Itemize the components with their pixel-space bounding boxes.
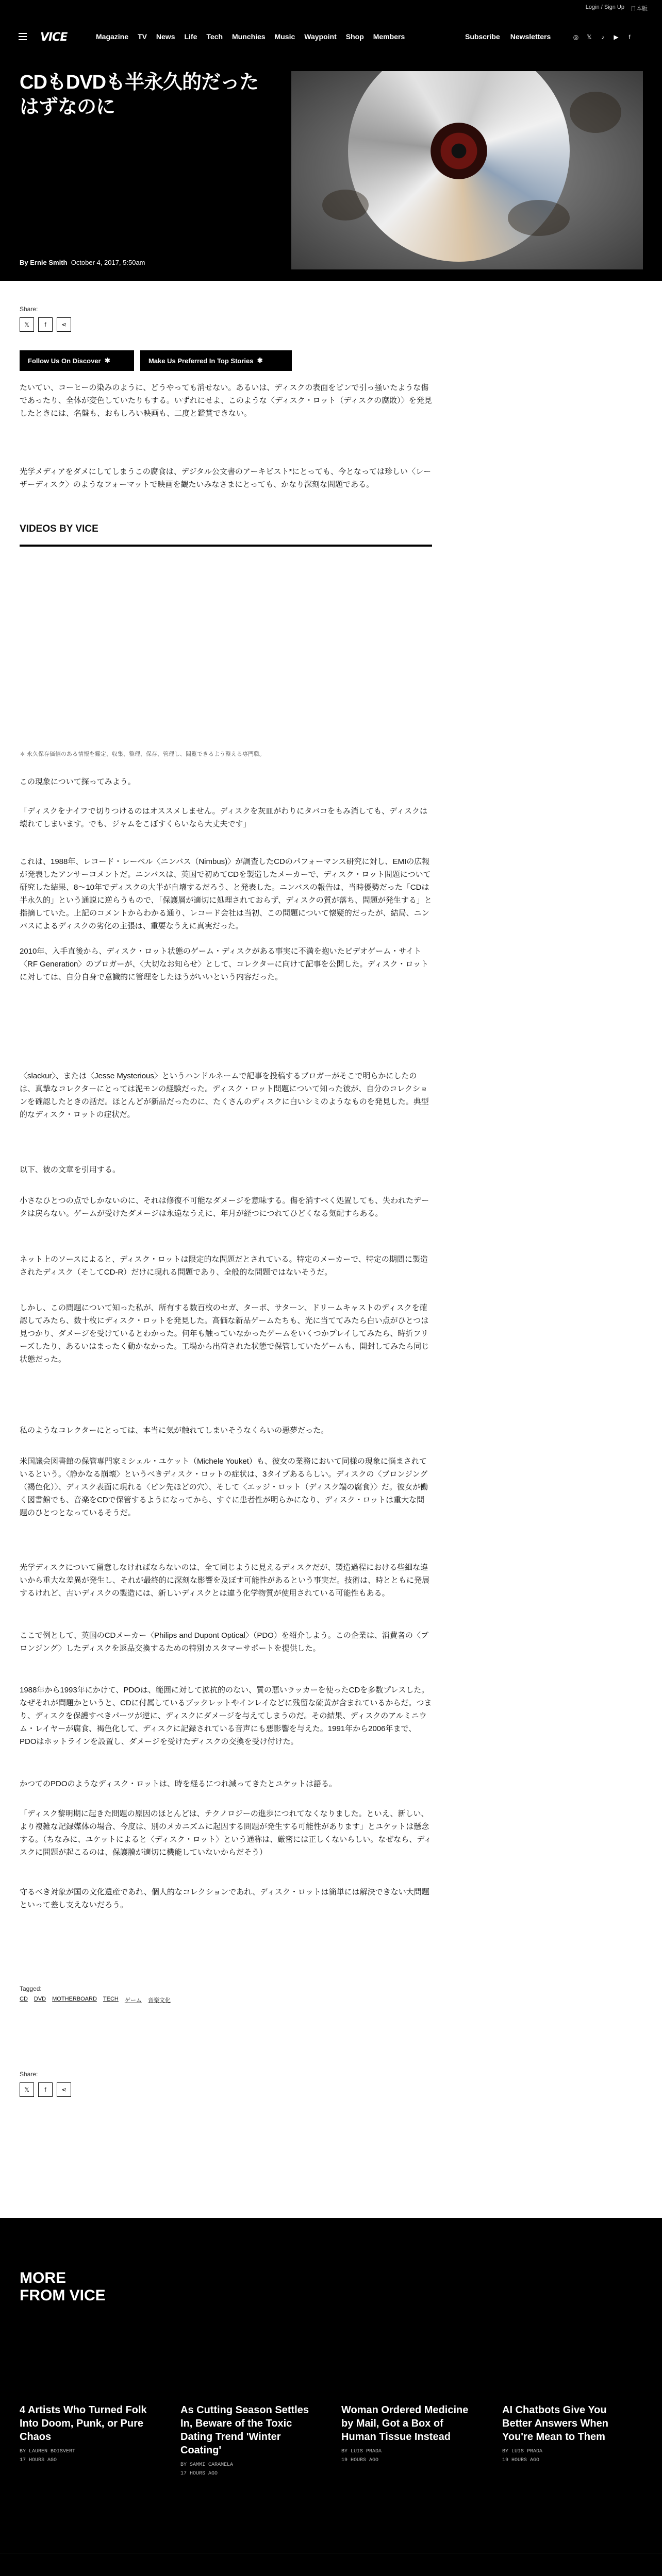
nav-links <box>96 32 405 41</box>
article-paragraph: ネット上のソースによると、ディスク・ロットは限定的な問題だとされている。特定のメーカーで、特定の期間に製造されたディスク（そしてCD-R）だけに現れる問題であり、全般的な問題ではないそうだ。 <box>20 1255 428 1277</box>
story-headline[interactable]: AI Chatbots Give You Better Answers When You're Mean to Them <box>502 2404 608 2443</box>
story-time: 17 HOURS AGO <box>20 2458 57 2463</box>
tag-link[interactable]: DVD <box>34 1996 46 2002</box>
share-x-icon[interactable]: 𝕏 <box>20 317 34 332</box>
more-title-line: FROM VICE <box>20 2287 106 2304</box>
story-card[interactable] <box>502 2403 635 2463</box>
preferred-source-button[interactable] <box>140 350 292 371</box>
more-from-vice-section <box>0 2218 662 2553</box>
tag-link[interactable]: MOTHERBOARD <box>52 1996 97 2002</box>
article-hero <box>0 52 662 281</box>
article-paragraph: たいてい、コーヒーの染みのように、どうやっても消せない。あるいは、ディスクの表面をピンで引っ掻いたような傷であったり、全体が変色していたりもする。いずれにせよ、このような〈ディスク・ロット（ディスクの腐敗）〉を発見したときには、名盤も、おもしろい映画も、二度と鑑賞できない。 <box>20 383 432 418</box>
article-paragraph: 1988年から1993年にかけて、PDOは、範囲に対して拡抗的のない、質の悪いラッカーを使ったCDを多数プレスした。なぜそれが問題かというと、CDに付属しているブックレットやインレイなどに残留な硫黄が含まれているからだ。つまり、ディスクを保護すべきパーツが逆に、ディスクにダメージを与えてしまうのだ。その結果、ディスクのアルミニウム・レイヤーが腐食、褐色化して、ディスクに記録されている音声にも悪影響を与えた。1991年から2006年まで、PDOはホットラインを設置し、ダメージを受けたディスクの交換を受け付けた。 <box>20 1686 432 1746</box>
article-paragraph: 「ディスクをナイフで切りつけるのはオススメしません。ディスクを灰皿がわりにタバコをもみ消しても、ディスクは壊れてしまいます。でも、ジャムをこぼすくらいなら大丈夫です」 <box>20 807 427 828</box>
nav-link[interactable]: Munchies <box>232 32 266 41</box>
hamburger-menu-icon[interactable] <box>19 33 27 40</box>
nav-link[interactable]: Members <box>373 32 405 41</box>
vice-logo[interactable]: VICE <box>40 31 68 44</box>
utility-links <box>586 4 648 12</box>
share-x-icon[interactable]: 𝕏 <box>20 2082 34 2097</box>
divider <box>20 545 432 547</box>
tag-link[interactable]: TECH <box>103 1996 119 2002</box>
more-section-title <box>20 2269 106 2304</box>
tagged-label: Tagged: <box>20 1985 42 1992</box>
article-paragraph: しかし、この問題について知った私が、所有する数百枚のセガ、ターボ、サターン、ドリームキャストのディスクを確認してみたら、数十枚にディスク・ロットを発見した。高価な新品ゲームたちも、光に当ててみたら白い点がひとつは見つかり、ダメージを受けているとわかった。何年も触っていなかったゲームをいくつかプレイしてみたら、時折フリーズしたり、あるいはまったく動かなかった。工場から出荷された状態で保管していたゲームも、開封してみたら同じ状態だった。 <box>20 1303 429 1364</box>
tag-link[interactable]: ゲーム <box>124 1997 142 2004</box>
share-link-icon[interactable]: ⋖ <box>57 317 71 332</box>
nav-actions <box>465 32 551 41</box>
article-paragraph: 〈slackur〉、または〈Jesse Mysterious〉というハンドルネームで記事を投稿するブロガーがそこで明らかにしたのは、真摯なコレクターにとっては泥モンの経験だった。ディスク・ロット問題について知った彼が、自分のコレクションを確認したときの話だ。ほとんどが新品だったのに、たくさんのディスクに白いシミのようなものを発見した。典型的なディスク・ロットの症状だ。 <box>20 1072 429 1119</box>
more-title-line: MORE <box>20 2269 66 2286</box>
story-author: BY SAMMI CARAMELA <box>180 2462 234 2468</box>
preferred-source-label: Make Us Preferred In Top Stories <box>148 357 254 365</box>
disc-stain <box>508 200 570 236</box>
author-link[interactable]: By Ernie Smith <box>20 259 68 266</box>
story-headline[interactable]: As Cutting Season Settles In, Beware of the Toxic Dating Trend 'Winter Coating' <box>180 2404 309 2456</box>
story-time: 17 HOURS AGO <box>180 2471 218 2477</box>
nav-link[interactable]: Magazine <box>96 32 129 41</box>
article-byline <box>20 259 145 266</box>
share-link-icon[interactable]: ⋖ <box>57 2082 71 2097</box>
footnote-caption: ＊ 永久保存価値のある情報を鑑定、収集、整理、保存、管理し、閲覧できるよう整える専門職。 <box>20 751 266 757</box>
nav-link[interactable]: Tech <box>206 32 223 41</box>
follow-discover-button[interactable] <box>20 350 134 371</box>
article-title: CDもDVDも半永久的だったはずなのに <box>20 72 259 118</box>
site-footer <box>0 2553 662 2576</box>
newsletters-link[interactable]: Newsletters <box>510 32 551 41</box>
story-time: 19 HOURS AGO <box>341 2458 379 2463</box>
facebook-icon[interactable]: f <box>628 33 631 41</box>
subscribe-link[interactable]: Subscribe <box>465 32 500 41</box>
article-paragraph: 2010年、入手直後から、ディスク・ロット状態のゲーム・ディスクがある事実に不満を抱いたビデオゲーム・サイト〈RF Generation〉のブロガーが、〈大切なお知らせ〉として、コレクターに向けて記事を公開した。ディスク・ロットに対しては、自分自身で意識的に管理をしたほうがいいという内容だった。 <box>20 947 429 981</box>
article-paragraph: 私のようなコレクターにとっては、本当に気が触れてしまいそうなくらいの悪夢だった。 <box>20 1426 329 1435</box>
story-headline[interactable]: 4 Artists Who Turned Folk Into Doom, Punk, or Pure Chaos <box>20 2404 147 2443</box>
google-icon: ✱ <box>257 357 263 364</box>
instagram-icon[interactable]: ◎ <box>573 33 579 41</box>
article-paragraph: 光学ディスクについて留意しなければならないのは、全て同じように見えるディスクだが、製造過程における些細な違いから重大な差異が発生し、それが最終的に深刻な影響を及ぼす可能性があるという事実だ。技術は、時とともに発展するけれど、古いディスクの製造には、新しいディスクとは違う化学物質が使用されている可能性もある。 <box>20 1563 430 1598</box>
share-label: Share: <box>20 306 38 313</box>
story-card[interactable] <box>341 2403 474 2463</box>
article-paragraph: 米国議会図書館の保管専門家ミシェル・ユケット（Michele Youket）も、彼女の業務において同様の現象に悩まされているという。〈静かなる崩壊〉というべきディスク・ロットの症状は、3タイプあるらしい。ディスクの〈ブロンジング（褐色化）〉、ディスク表面に現れる〈ピン先ほどの穴〉、そして〈エッジ・ロット（ディスク端の腐食）〉だ。彼女が働く図書館でも、音楽をCDで保管するようになってから、すぐに患者性が明らかになり、ディスク・ロットは重大な問題のひとつとなっているそうだ。 <box>20 1457 428 1517</box>
article-paragraph: ここで例として、英国のCDメーカー〈Philips and Dupont Optical〉（PDO）を紹介しよう。この企業は、消費者の〈ブロンジング〉したディスクを返品交換するための特別カスタマーサポートを提供した。 <box>20 1631 428 1653</box>
tiktok-icon[interactable]: ♪ <box>601 33 604 41</box>
disc-stain <box>322 190 369 221</box>
language-link[interactable]: 日本版 <box>631 6 648 12</box>
nav-link[interactable]: Life <box>184 32 197 41</box>
share-buttons-bottom <box>20 2082 71 2097</box>
tag-list <box>20 1996 171 2004</box>
hero-image-damaged-disc <box>291 71 643 269</box>
article-paragraph: 「ディスク黎明期に起きた問題の原因のほとんどは、テクノロジーの進歩につれてなくなりました。といえ、新しい、より複雑な記録媒体の場合、今度は、別のメカニズムに起因する問題が発生する可能性があります」とユケットは懸念する。（ちなみに、ユケットによると〈ディスク・ロット〉という通称は、厳密には正しくないらしい。なぜなら、ディスクに問題が起こるのは、保護膜が適切に機能していないからだそう） <box>20 1809 432 1857</box>
story-author: BY LUIS PRADA <box>502 2449 543 2454</box>
story-author: BY LAUREN BOISVERT <box>20 2449 76 2454</box>
article-paragraph: 守るべき対象が国の文化遺産であれ、個人的なコレクションであれ、ディスク・ロットは簡単には解決できない大問題といって差し支えないだろう。 <box>20 1888 429 1909</box>
article-paragraph: 小さなひとつの点でしかないのに、それは修復不可能なダメージを意味する。傷を消すべく処置しても、失われたデータは戻らない。ゲームが受けたダメージは永遠なうえに、年月が経つにつれてひどくなる気配すらある。 <box>20 1196 429 1218</box>
article-paragraph: 光学メディアをダメにしてしまうこの腐食は、デジタル公文書のアーキビスト*にとっても、今となっては珍しい〈レーザーディスク〉のようなフォーマットで映画を観たいみなさまにとっても、かなり深刻な問題である。 <box>20 467 431 489</box>
youtube-icon[interactable]: ▶ <box>614 33 619 41</box>
nav-social-icons <box>572 33 633 41</box>
story-card[interactable] <box>180 2403 313 2477</box>
article-paragraph: かつてのPDOのようなディスク・ロットは、時を経るにつれ減ってきたとユケットは語る。 <box>20 1780 337 1788</box>
share-label-bottom: Share: <box>20 2071 38 2078</box>
nav-link[interactable]: Shop <box>345 32 364 41</box>
google-icon: ✱ <box>104 357 110 364</box>
article-paragraph: 以下、彼の文章を引用する。 <box>20 1165 121 1174</box>
share-facebook-icon[interactable]: f <box>38 317 53 332</box>
main-nav <box>0 24 662 50</box>
follow-discover-label: Follow Us On Discover <box>28 357 101 365</box>
share-buttons <box>20 317 71 332</box>
disc-stain <box>570 92 621 133</box>
tag-link[interactable]: 音楽文化 <box>147 1997 171 2004</box>
nav-link[interactable]: News <box>156 32 175 41</box>
publish-date: October 4, 2017, 5:50am <box>71 259 145 266</box>
story-time: 19 HOURS AGO <box>502 2458 540 2463</box>
nav-link[interactable]: TV <box>138 32 147 41</box>
story-author: BY LUIS PRADA <box>341 2449 382 2454</box>
login-link[interactable]: Login / Sign Up <box>585 4 624 10</box>
tag-link[interactable]: CD <box>20 1996 28 2002</box>
article-paragraph: この現象について探ってみよう。 <box>20 777 136 786</box>
nav-link[interactable]: Waypoint <box>304 32 337 41</box>
story-headline[interactable]: Woman Ordered Medicine by Mail, Got a Box of Human Tissue Instead <box>341 2404 469 2443</box>
share-facebook-icon[interactable]: f <box>38 2082 53 2097</box>
article-paragraph: これは、1988年、レコード・レーベル〈ニンバス（Nimbus)〉が調査したCDのパフォーマンス研究に対し、EMIの広報が発表したアンサーコメントだ。ニンバスは、英国で初めてCDを製造したメーカーで、ディスク・ロット問題について研究した結果、8〜10年でディスクの大半が自壊するだろう、と発表した。ニンバスの報告は、当時優勢だった「CDは半永久的」という通説に逆らうもので、「保護層が適切に処理されておらず、ディスクの質が落ち、問題が発生する」と指摘していた。上記のコメントからわかる通り、レコード会社は当初、この問題について懐疑的だったが、結局、ニンバスによるディスクの劣化の主張は、重要なうえに真実だった。 <box>20 857 432 930</box>
x-icon[interactable]: 𝕏 <box>587 33 592 41</box>
nav-link[interactable]: Music <box>274 32 295 41</box>
story-card[interactable] <box>20 2403 153 2463</box>
videos-section-title: VIDEOS BY VICE <box>20 523 98 534</box>
